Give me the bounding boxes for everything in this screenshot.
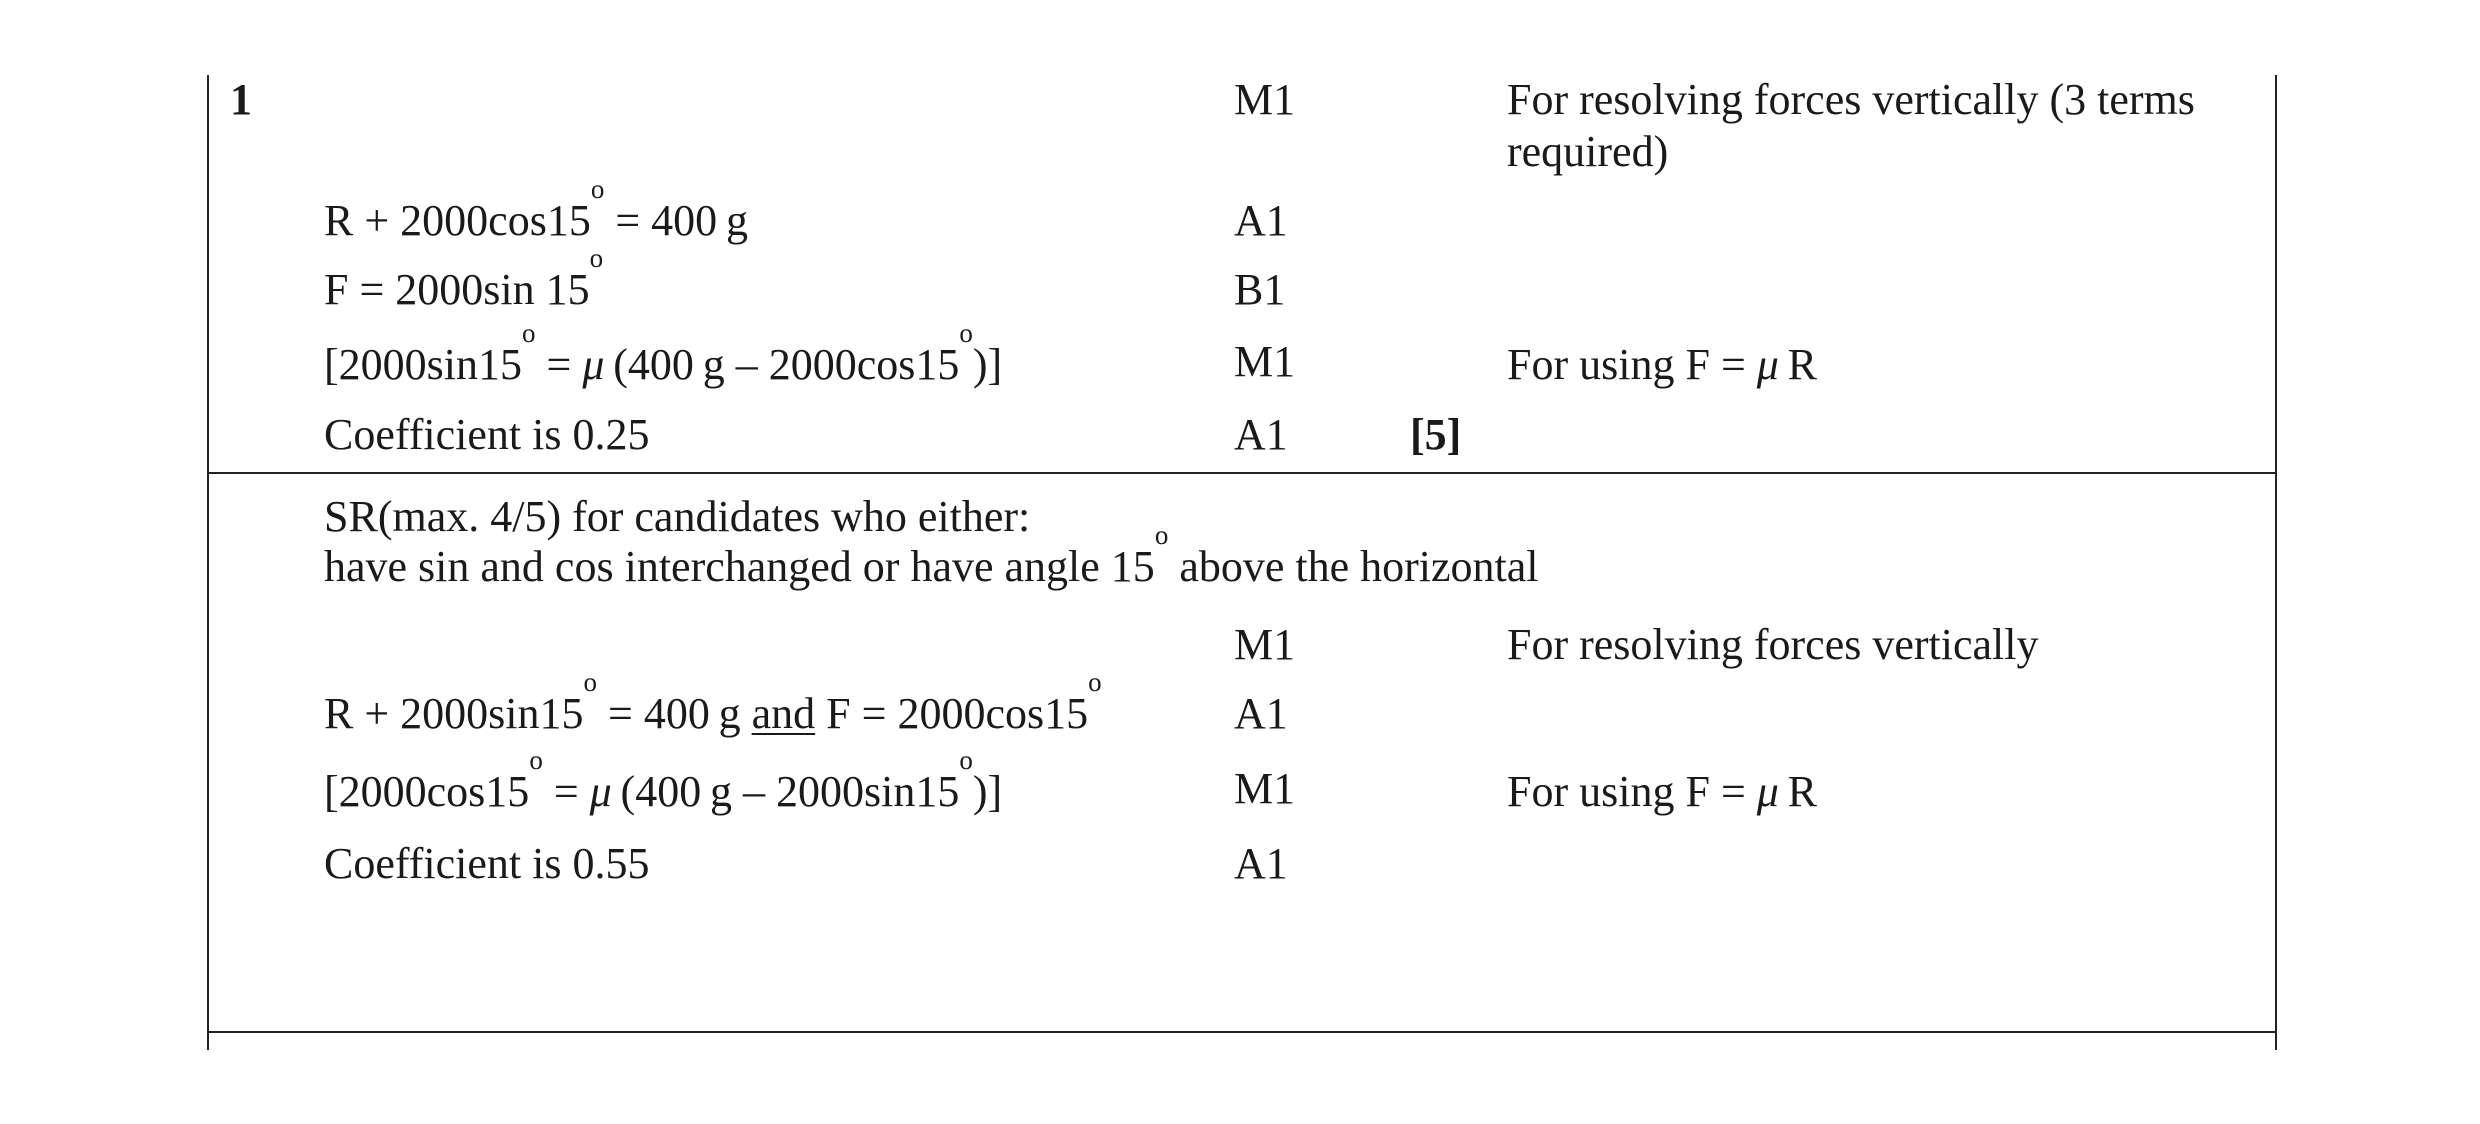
mark-code: A1 [1234, 689, 1288, 738]
table-right-border [2275, 75, 2277, 1050]
table-bottom-border [207, 1031, 2277, 1033]
working-line: F = 2000sin 15$^o$ [324, 243, 604, 314]
question-number: 1 [230, 75, 252, 124]
row-divider [207, 472, 2277, 474]
mark-code: B1 [1234, 265, 1286, 314]
guidance-note: For resolving forces vertically [1507, 620, 2039, 669]
table-left-border [207, 75, 209, 1050]
working-line: $R + 2000\sin 15^o = 400$ g and $F = 2000\cos 15^o$ [324, 667, 1102, 738]
mark-code: M1 [1234, 75, 1296, 124]
working-line: Coefficient is 0.25 [324, 410, 650, 459]
mark-code: M1 [1234, 337, 1296, 386]
working-line: $R + 2000\cos 15^o = 400$ g [324, 174, 748, 245]
mark-code: A1 [1234, 196, 1288, 245]
working-line: [$2000\sin 15^o = \mu$ (400 g – 2000cos15$^o$)] [324, 318, 1003, 389]
sr-heading-detail: have sin and cos interchanged or have angle 15$^o$ above the horizontal [324, 520, 1539, 591]
guidance-note: For using F = μ R [1507, 767, 1818, 816]
working-line: [$2000\cos 15^o = \mu$ (400 g – 2000sin15$^o$)] [324, 745, 1003, 816]
guidance-note: For resolving forces vertically (3 terms required) [1507, 75, 2195, 176]
working-line: Coefficient is 0.55 [324, 839, 650, 888]
total-marks: [5] [1410, 410, 1462, 459]
mark-code: A1 [1234, 410, 1288, 459]
mark-code: M1 [1234, 620, 1296, 669]
guidance-note: For using F = μ R [1507, 340, 1818, 389]
sr-heading: SR(max. 4/5) for candidates who either: [324, 492, 1031, 541]
mark-code: M1 [1234, 764, 1296, 813]
mark-code: A1 [1234, 839, 1288, 888]
